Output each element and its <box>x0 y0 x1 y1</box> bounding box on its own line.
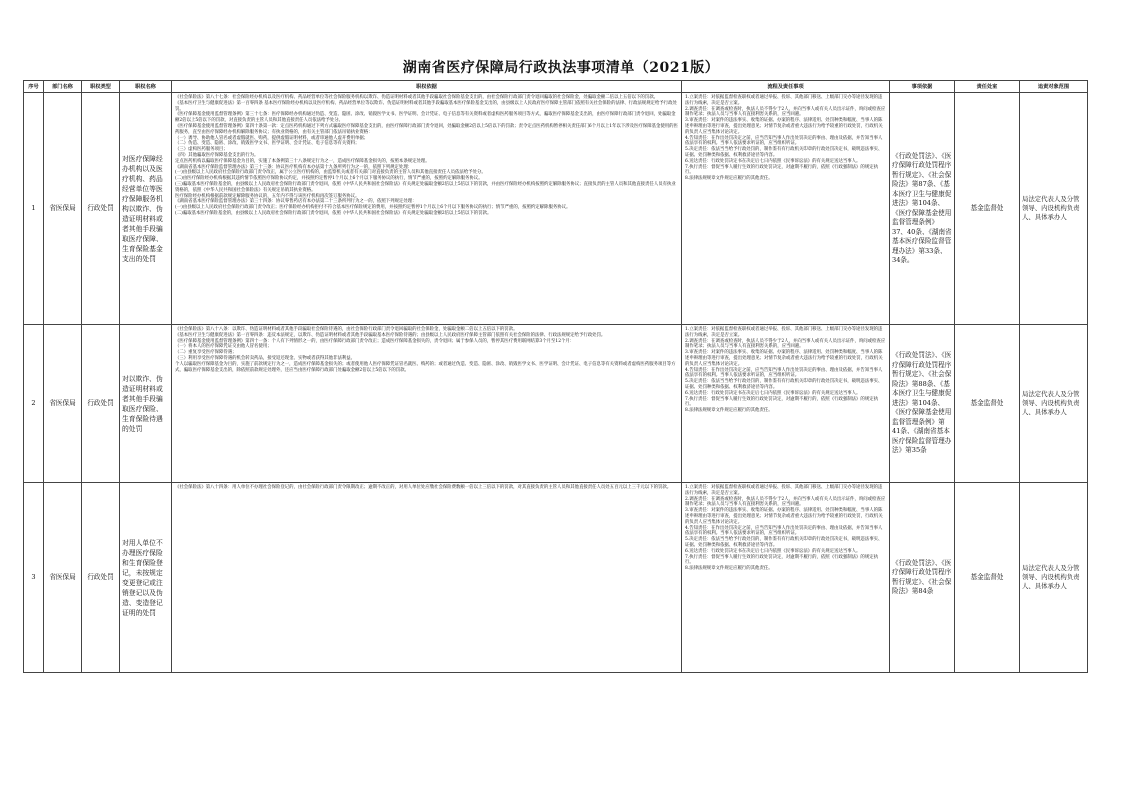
process-paragraph: 5.决定责任：依法当当给予行政处罚的，制作鉴有有行政机关印章的行政处罚决定书，载明违法事实、证据、处罚种类和依据、权利救济途径等内容。 <box>685 379 883 390</box>
header-name: 职权名称 <box>120 81 172 93</box>
basis-paragraph: （一）诱导、协助他人冒名或者虚假就医、购药，提供虚假证明材料，或者串通他人虚开费用单据； <box>175 135 369 141</box>
row-dept: 省医保局 <box>44 325 82 483</box>
row-process <box>682 93 890 325</box>
process-paragraph: 6.送达责任：行政处罚决定书在决定后七日内依照《民事诉讼法》的有关规定送达当事人。 <box>685 548 861 554</box>
basis-paragraph: （三）虚构医药服务项目； <box>175 147 228 153</box>
row-accountability: 局法定代表人及分管领导、内设机构负责人、具体承办人 <box>1020 483 1088 673</box>
header-basis: 职权依据 <box>172 81 682 93</box>
basis-paragraph: 《湖南省基本医疗保险监督管理办法》第三十四条：协议零售药店有本办法第二十三条所列行为之一的，依照下列规定处理： <box>175 199 417 205</box>
basis-paragraph: （二）重复享受医疗保障待遇； <box>175 350 237 356</box>
process-paragraph: 8.法律法规规章文件规定应履行的其他责任。 <box>685 408 773 414</box>
table-row <box>24 93 1088 325</box>
basis-paragraph: 定点医药机构以骗取医疗保障基金为目的，实施了本条例第三十八条规定行为之一，造成医疗保障基金损失的，按照本条规定处理。 <box>175 158 430 164</box>
process-paragraph: 6.送达责任：行政处罚决定书在决定后七日内依照《民事诉讼法》的有关规定送达当事人。 <box>685 390 861 396</box>
basis-paragraph: （一）将本人的医疗保障凭证交由他人冒名使用； <box>175 344 272 350</box>
table-row <box>24 483 1088 673</box>
process-paragraph: 8.法律法规规章文件规定应履行的其他责任。 <box>685 176 773 182</box>
process-paragraph: 7.执行责任：督促当事人履行生效的行政处罚决定，对逾期不履行的，依照《行政强制法》的规定执行。 <box>685 164 878 176</box>
header-office: 责任处室 <box>955 81 1020 93</box>
header-process: 流程及责任事项 <box>682 81 890 93</box>
process-paragraph: 1.立案责任：对依据监督检查职权或者通过举报、投诉、其他部门移送、上级部门交办等途径发现的违法行为线索，决定是否立案。 <box>685 327 883 338</box>
row-accountability: 局法定代表人及分管领导、内设机构负责人、具体承办人 <box>1020 325 1088 483</box>
process-paragraph: 3.审查责任：对案件的违法事实、收集的证据、办案的程序、法律适用、处罚种类和幅度、当事人的陈述申辩理由等进行审查，提出处理意见；对情节复杂或者重大违法行为给予较重的行政处罚，行政机关的负责人应当集体讨论决定。 <box>685 350 883 367</box>
basis-paragraph: （四）其他骗取医疗保障基金支出的行为。 <box>175 152 259 158</box>
row-number: 3 <box>24 483 44 673</box>
basis-paragraph: (二)由医疗保险经办机构根据其违约情节依照医疗保险协议约定，并按照约定暂停1个月以上6个月以下服务协议的执行，情节严重的，按照约定解除服务协议。 <box>175 176 483 182</box>
row-process <box>682 483 890 673</box>
row-basis <box>172 483 682 673</box>
table-row <box>24 325 1088 483</box>
row-power-name: 对用人单位不办理医疗保险和生育保险登记，未按规定变更登记或注销登记以及伪造、变造登记证明的处罚 <box>120 483 172 673</box>
basis-paragraph: 《湖南省基本医疗保险监督管理办法》第三十三条：协议医疗机构有本办法第十九条所列行为之一的，依照下列规定处理： <box>175 164 413 170</box>
header-type: 职权类型 <box>82 81 120 93</box>
row-number: 2 <box>24 325 44 483</box>
process-paragraph: 5.决定责任：依法当当给予行政处罚的，制作鉴有有行政机关印章的行政处罚决定书，载明违法事实、证据、处罚种类和依据、权利救济途径等内容。 <box>685 537 883 548</box>
row-office: 基金监督处 <box>955 483 1020 673</box>
basis-paragraph: 《医疗保障基金使用监督管理条例》第四十一条：个人有下列情形之一的，由医疗保障行政部门责令改正；造成医疗保障基金损失的，责令退回；属于参保人员的，暂停其医疗费用联网结算3个月至12个月： <box>175 338 575 344</box>
row-type: 行政处罚 <box>82 93 120 325</box>
row-number: 1 <box>24 93 44 325</box>
basis-paragraph: （三）利用享受医疗保障待遇的机会转卖药品，接受返还现金、实物或者获得其他非法利益。 <box>175 355 356 361</box>
process-paragraph: 7.执行责任：督促当事人履行生效的行政处罚决定，对逾期不履行的，依照《行政强制法》的规定执行。 <box>685 396 878 408</box>
process-paragraph: 4.告知责任：在作出处罚决定之前，应当告知当事人作出处罚决定的事由、理由及依据，并告知当事人依法享有的权利。当事人依法要求听证的，应当组织听证。 <box>685 525 883 537</box>
process-paragraph: 5.决定责任：依法当当给予行政处罚的，制作鉴有有行政机关印章的行政处罚决定书，载明违法事实、证据、处罚种类和依据、权利救济途径等内容。 <box>685 147 883 158</box>
basis-paragraph: 个人以骗取医疗保障基金为目的，实施了前款规定行为之一，造成医疗保障基金损失的；或者使用他人医疗保障凭证冒名就医、购药的；或者通过伪造、变造、隐匿、涂改、销毁医学文书、医学证明、会计凭证、电子信息等有关资料或者虚构医药服务项目等方式，骗取医疗保障基金支出的，除依照前款规定处理外，还应当由医疗保障行政部门处骗取金额2倍以上5倍以下的罚款。 <box>175 361 676 373</box>
process-paragraph: 2.调查责任：在调查或检查时，执法人员不得少于2人，并向当事人或有关人员出示证件，询问或检查应制作笔录；执法人员与当事人有直接利害关系的，应当回避。 <box>685 496 886 508</box>
basis-paragraph: (二)骗取基本医疗保险基金的，由县级以上人民政府社会保险行政部门责令退回，依照《中华人民共和国社会保险法》有关规定处骗取金额2倍以上5倍以下的罚款。 <box>175 210 492 216</box>
row-type: 行政处罚 <box>82 483 120 673</box>
basis-paragraph: 《社会保险法》第八十七条：社会保险经办机构以及医疗机构、药品经营单位等社会保险服务机构以欺诈、伪造证明材料或者其他手段骗取社会保险基金支出的，由社会保险行政部门责令退回骗取的社会保险金，处骗取金额二倍以上五倍以下的罚款。 <box>175 95 658 100</box>
header-ref: 事项依据 <box>890 81 955 93</box>
basis-paragraph: (一)由县级以上人民政府社会保险行政部门责令改正，属于公立医疗机构的，由监察机关或者有关部门对直接负责的主管人员和其他直接责任人员依法给予处分。 <box>175 170 486 176</box>
basis-paragraph: 《医疗保障基金使用监督管理条例》第四十条第一款：定点医药机构通过下列方式骗取医疗保障基金支出的，由医疗保障行政部门责令退回，处骗取金额2倍以上5倍以下的罚款；责令定点医药机构暂停相关责任部门6个月以上1年以下涉及医疗保障基金使用的医药服务，直至由医疗保障经办机构解除服务协议；有执业资格的，由有关主管部门依法吊销执业资格： <box>175 123 678 135</box>
row-basis <box>172 93 682 325</box>
row-office: 基金监督处 <box>955 325 1020 483</box>
enforcement-table <box>23 80 1088 673</box>
basis-paragraph: 《社会保险法》第八十八条：以欺诈、伪造证明材料或者其他手段骗取社会保险待遇的，由社会保险行政部门责令退回骗取的社会保险金，处骗取金额二倍以上五倍以下的罚款。 <box>175 327 518 332</box>
process-paragraph: 1.立案责任：对依据监督检查职权或者通过举报、投诉、其他部门移送、上级部门交办等途径发现的违法行为线索，决定是否立案。 <box>685 485 883 496</box>
process-paragraph: 4.告知责任：在作出处罚决定之前，应当告知当事人作出处罚决定的事由、理由及依据，并告知当事人依法享有的权利。当事人依法要求听证的，应当组织听证。 <box>685 367 883 379</box>
process-paragraph: 1.立案责任：对依据监督检查职权或者通过举报、投诉、其他部门移送、上级部门交办等途径发现的违法行为线索，决定是否立案。 <box>685 95 883 106</box>
basis-paragraph: (三)骗取基本医疗保险基金的，由县级以上人民政府社会保险行政部门责令退回，依照《中华人民共和国社会保险法》有关规定处骗取金额2倍以上5倍以下的罚款，并由医疗保险经办机构按照约定解除服务协议；直接负责的主管人员和其他直接责任人员有执业资格的，依照《中华人民共和国社会保险法》有关规定吊销其执业资格。 <box>175 181 676 193</box>
header-no: 序号 <box>24 81 44 93</box>
basis-paragraph: 《医疗保障基金使用监督管理条例》第三十七条：医疗保障经办机构通过伪造、变造、隐匿、涂改、销毁医学文书、医学证明、会计凭证、电子信息等有关资料或者虚构医药服务项目等方式，骗取医疗保障基金支出的，由医疗保障行政部门责令退回，处骗取金额2倍以上5倍以下的罚款，对直接负责的主管人员和其他直接责任人员依法给予处分。 <box>175 112 676 124</box>
process-paragraph: 2.调查责任：在调查或检查时，执法人员不得少于2人，并向当事人或有关人员出示证件，询问或检查应制作笔录；执法人员与当事人有直接利害关系的，应当回避。 <box>685 106 886 118</box>
basis-paragraph: 《基本医疗卫生与健康促进法》第一百零四条 基本医疗保险经办机构以及医疗机构、药品经营单位等以欺诈、伪造证明材料或者其他手段骗取基本医疗保险基金支出的，由县级以上人民政府医疗保障主管部门依照有关社会保险的法律、行政法规规定给予行政处罚。 <box>175 100 677 112</box>
row-reference: 《行政处罚法》、《医疗保障行政处罚程序暂行规定》、《社会保险法》第84条 <box>890 483 955 673</box>
process-paragraph: 3.审查责任：对案件的违法事实、收集的证据、办案的程序、法律适用、处罚种类和幅度、当事人的陈述申辩理由等进行审查，提出处理意见；对情节复杂或者重大违法行为给予较重的行政处罚，行政机关的负责人应当集体讨论决定。 <box>685 118 883 135</box>
process-paragraph: 6.送达责任：行政处罚决定书在决定后七日内依照《民事诉讼法》的有关规定送达当事人。 <box>685 158 861 164</box>
header-dept: 部门名称 <box>44 81 82 93</box>
basis-paragraph: 《基本医疗卫生与健康促进法》第一百零四条：违反本法规定，以欺诈、伪造证明材料或者其他手段骗取基本医疗保险待遇的；由县级以上人民政府医疗保障主管部门依照有关社会保险的法律、行政法规规定给予行政处罚。 <box>175 332 606 338</box>
row-power-name: 对医疗保障经办机构以及医疗机构、药品经营单位等医疗保障服务机构以欺诈、伪造证明材料或者其他手段骗取医疗保障、生育保险基金支出的处罚 <box>120 93 172 325</box>
process-paragraph: 3.审查责任：对案件的违法事实、收集的证据、办案的程序、法律适用、处罚种类和幅度、当事人的陈述申辩理由等进行审查，提出处理意见；对情节复杂或者重大违法行为给予较重的行政处罚，行政机关的负责人应当集体讨论决定。 <box>685 508 883 525</box>
basis-paragraph: (一)由县级以上人民政府社会保险行政部门责令改正；医疗保险经办机构拒付不符合基本医疗保险规定的费用，并按照约定暂停1个月以上6个月以下服务协议的执行；情节严重的，按照约定解除服务协议。 <box>175 205 571 211</box>
row-power-name: 对以欺诈、伪造证明材料或者其他手段骗取医疗保险、生育保险待遇的处罚 <box>120 325 172 483</box>
basis-paragraph: （二）伪造、变造、隐匿、涂改、销毁医学文书、医学证明、会计凭证、电子信息等有关资料； <box>175 141 360 147</box>
row-accountability: 局法定代表人及分管领导、内设机构负责人、具体承办人 <box>1020 93 1088 325</box>
basis-paragraph: 医疗保险经办机构根据前款规定解除服务协议的，五年内不得与该医疗机构再次签订服务协议。 <box>175 193 360 199</box>
row-process <box>682 325 890 483</box>
row-reference: 《行政处罚法》、《医疗保障行政处罚程序暂行规定》、《社会保险法》第87条、《基本医疗卫生与健康促进法》第104条、《医疗保障基金使用监督管理条例》37、40条、《湖南省基本医疗保险监督管理办法》第33条、34条。 <box>890 93 955 325</box>
row-dept: 省医保局 <box>44 483 82 673</box>
row-basis <box>172 325 682 483</box>
page-title: 湖南省医疗保障局行政执法事项清单（2021版） <box>402 60 720 76</box>
row-type: 行政处罚 <box>82 325 120 483</box>
table-header-row <box>24 81 1088 93</box>
row-reference: 《行政处罚法》、《医疗保障行政处罚程序暂行规定》、《社会保险法》第88条、《基本医疗卫生与健康促进法》第104条、《医疗保障基金使用监督管理条例》第41条、《湖南省基本医疗保险监督管理办法》第35条 <box>890 325 955 483</box>
process-paragraph: 2.调查责任：在调查或检查时，执法人员不得少于2人，并向当事人或有关人员出示证件，询问或检查应制作笔录；执法人员与当事人有直接利害关系的，应当回避。 <box>685 338 886 350</box>
row-office: 基金监督处 <box>955 93 1020 325</box>
process-paragraph: 4.告知责任：在作出处罚决定之前，应当告知当事人作出处罚决定的事由、理由及依据，并告知当事人依法享有的权利。当事人依法要求听证的，应当组织听证。 <box>685 135 883 147</box>
basis-paragraph: 《社会保险法》第八十四条：用人单位不办理社会保险登记的，由社会保险行政部门责令限期改正；逾期不改正的，对用人单位处应缴社会保险费数额一倍以上三倍以下的罚款，对其直接负责的主管人员和其他直接责任人员处五百元以上三千元以下的罚款。 <box>175 485 672 490</box>
row-dept: 省医保局 <box>44 93 82 325</box>
process-paragraph: 7.执行责任：督促当事人履行生效的行政处罚决定，对逾期不履行的，依照《行政强制法》的规定执行。 <box>685 554 878 566</box>
process-paragraph: 8.法律法规规章文件规定应履行的其他责任。 <box>685 566 773 572</box>
header-target: 追责对象范围 <box>1020 81 1088 93</box>
